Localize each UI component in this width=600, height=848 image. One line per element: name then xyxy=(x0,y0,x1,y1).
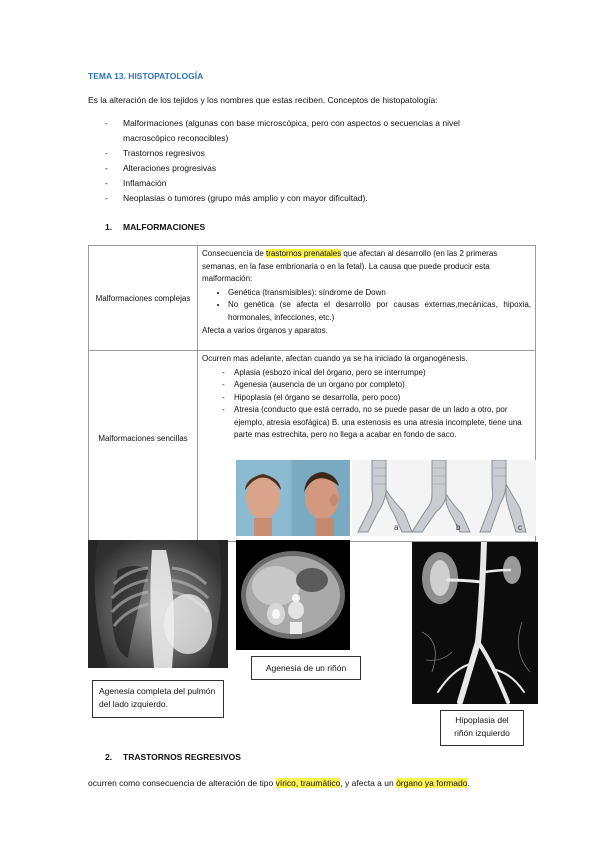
caption-kidney-hypoplasia: Hipoplasia del riñón izquierdo xyxy=(440,710,524,746)
regressive-description: ocurren como consecuencia de alteración de tipo vírico, traumático, y afecta a un órgano ya formado. xyxy=(88,778,470,788)
complex-footer: Afecta a varios órganos y aparatos. xyxy=(202,326,328,335)
cause-list xyxy=(202,287,531,325)
simple-intro: Ocurren mas adelante, afectan cuando ya se ha iniciado la organogénesis. xyxy=(202,354,468,363)
list-item: - Atresia (conducto que está cerrado, no se puede pasar de un lado a otro, por ejemplo, atresia esofágica) B. una estenosis es una atresia incomplete, tiene una parte mas estrechita, pero no llega a acabar en fondo de saco. xyxy=(222,404,531,442)
row-label-simple: Malformaciones sencillas xyxy=(89,351,198,542)
diagram-label-b: b xyxy=(456,523,461,532)
renal-angiography-image xyxy=(412,542,538,704)
list-item: - Aplasia (esbozo inical del órgano, pero se interrumpe) xyxy=(222,367,531,380)
list-item-continued: macroscópico reconocibles) xyxy=(123,133,229,143)
highlight: órgano ya formado xyxy=(396,778,468,788)
list-item: - Trastornos regresivos xyxy=(105,146,460,161)
section-heading-malformaciones: 1. MALFORMACIONES xyxy=(105,222,206,232)
row-label-complex: Malformaciones complejas xyxy=(89,246,198,351)
page-title: TEMA 13. HISTOPATOLOGÍA xyxy=(88,71,204,81)
caption-lung-agenesis: Agenesia completa del pulmón del lado izquierdo. xyxy=(92,680,224,718)
concepts-list xyxy=(105,116,460,206)
face-photos xyxy=(236,460,350,536)
diagram-label-a: a xyxy=(394,523,399,532)
diagram-label-c: c xyxy=(518,523,522,532)
complex-line-3: malformación: xyxy=(202,274,253,283)
highlight: trastornos prenatales xyxy=(266,249,342,258)
list-item: • Genética (transmisibles): síndrome de Down xyxy=(228,287,531,300)
list-item: - Agenesia (ausencia de un organo por completo) xyxy=(222,379,531,392)
abdominal-ct-image xyxy=(236,540,350,650)
intro-text: Es la alteración de los tejidos y los nombres que estas reciben. Conceptos de histopatología: xyxy=(88,95,438,105)
list-item: - Malformaciones (algunas con base microscópica, pero con aspectos o secuencias a nivel xyxy=(105,116,460,131)
simple-types-list xyxy=(202,367,531,442)
chest-xray-image xyxy=(88,540,228,668)
list-item: • No genética (se afecta el desarrollo por causas externas,mecánicas, hipoxia, hormonales, infecciones, etc.) xyxy=(228,299,531,324)
highlight: vírico, traumático xyxy=(275,778,341,788)
caption-kidney-agenesis: Agenesia de un riñón xyxy=(251,656,361,680)
list-item: - Alteraciones progresivas xyxy=(105,161,460,176)
list-item: - Hipoplasia (el órgano se desarrolla, pero poco) xyxy=(222,392,531,405)
complex-line-1: Consecuencia de trastornos prenatales que afectan al desarrollo (en las 2 primeras xyxy=(202,249,498,258)
row-content-complex xyxy=(198,246,536,351)
section-heading-trastornos: 2. TRASTORNOS REGRESIVOS xyxy=(105,752,241,762)
list-item: - Neoplasias o tumores (grupo más amplio y con mayor dificultad). xyxy=(105,191,460,206)
table-row xyxy=(89,246,536,351)
complex-line-2: semanas, en la fase embrionaria o en la fetal). La causa que puede producir esta xyxy=(202,261,490,271)
atresia-diagram xyxy=(352,460,536,536)
list-item: - Inflamación xyxy=(105,176,460,191)
